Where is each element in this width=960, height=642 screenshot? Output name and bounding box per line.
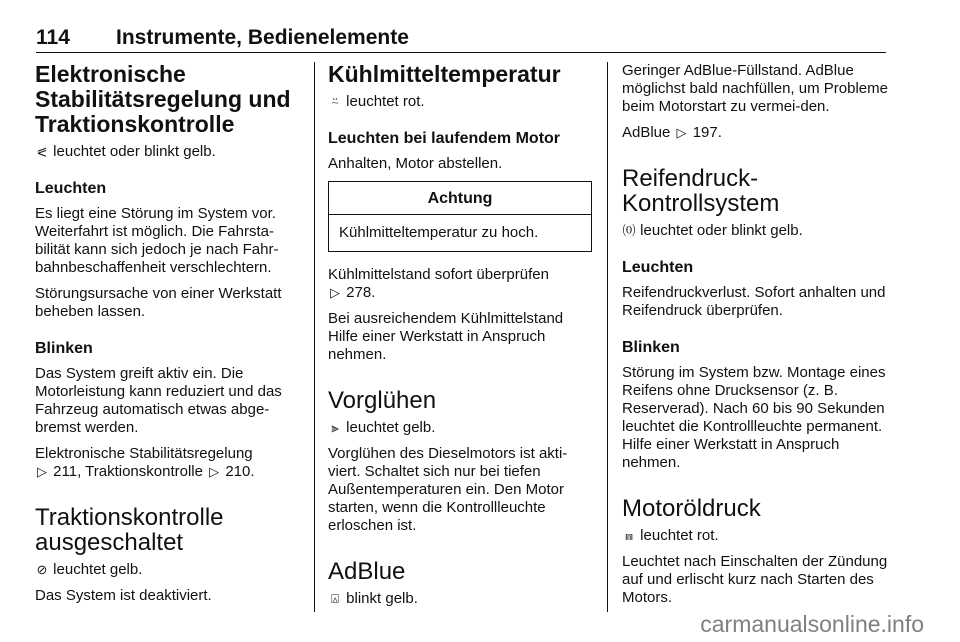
watermark: carmanualsonline.info <box>700 611 924 637</box>
adblue-icon: ⍓ <box>331 591 339 606</box>
column-2 <box>328 62 592 616</box>
column-3 <box>622 62 888 615</box>
column-1 <box>35 62 303 613</box>
column-divider <box>607 62 608 612</box>
glow-title: Vorglühen <box>328 387 437 414</box>
adblue-status: ⍓ blinkt gelb. <box>328 590 592 608</box>
tpms-status: ⒪ leuchtet oder blinkt gelb. <box>622 222 803 239</box>
coolant-text-3: Bei ausreichendem Kühlmittelstand Hilfe einer Werkstatt in Anspruch nehmen. <box>328 310 564 363</box>
oil-title: Motoröldruck <box>622 495 761 522</box>
coolant-text-1: Anhalten, Motor abstellen. <box>328 155 503 172</box>
esp-reference: Elektronische Stabilitätsregelung ▷ 211, Traktionskontrolle ▷ 210. <box>35 445 255 480</box>
esp-status: ⪕ leuchtet oder blinkt gelb. <box>36 143 216 160</box>
warning-box <box>328 181 592 252</box>
adblue-reference: AdBlue ▷ 197. <box>622 124 722 141</box>
header-rule <box>36 52 886 53</box>
warning-text: Kühlmitteltemperatur zu hoch. <box>339 224 539 241</box>
esp-leuchten-heading: Leuchten <box>35 180 107 197</box>
esp-title: Elektronische Stabilitätsregelung und Traktionskontrolle <box>35 61 291 137</box>
page-ref-icon: ▷ <box>37 464 47 479</box>
tc-off-text: Das System ist deaktiviert. <box>35 587 212 604</box>
coolant-title: Kühlmitteltemperatur <box>328 61 561 87</box>
traction-off-icon: ⊘ <box>36 562 48 577</box>
oil-text: Leuchtet nach Einschalten der Zündung auf und erlischt kurz nach Starten des Motors. <box>622 553 888 606</box>
adblue-title: AdBlue <box>328 558 406 585</box>
coolant-status: ⍨ leuchtet rot. <box>328 93 592 111</box>
adblue-text: Geringer AdBlue-Füllstand. AdBlue möglichst bald nachfüllen, um Probleme beim Motorstart zu vermei-den. <box>622 62 888 115</box>
glow-text: Vorglühen des Dieselmotors ist akti-viert. Schaltet sich nur bei tiefen Außentemperaturen ein. Den Motor starten, wenn die Kontrollleuchte erloschen ist. <box>328 445 568 534</box>
page-ref-icon: ▷ <box>209 464 220 479</box>
section-title: Instrumente, Bedienelemente <box>116 26 409 49</box>
coolant-subheading: Leuchten bei laufendem Motor <box>328 130 561 147</box>
page-header <box>36 26 886 50</box>
tpms-leuchten-heading: Leuchten <box>622 259 694 276</box>
page-ref-icon: ▷ <box>330 285 340 300</box>
oil-pressure-icon: ⩎ <box>625 528 633 543</box>
coolant-temp-icon: ⍨ <box>331 94 339 109</box>
tpms-leuchten-text: Reifendruckverlust. Sofort anhalten und Reifendruck überprüfen. <box>622 284 886 319</box>
page-number: 114 <box>36 26 70 49</box>
tc-off-status: ⊘ leuchtet gelb. <box>36 561 143 578</box>
esp-blinken-heading: Blinken <box>35 340 93 357</box>
glow-plug-icon: ⫸ <box>331 420 339 435</box>
tc-off-title: Traktionskontrolle ausgeschaltet <box>35 504 224 556</box>
tpms-blinken-text: Störung im System bzw. Montage eines Reifens ohne Drucksensor (z. B. Reserverad). Nach 60 bis 90 Sekunden leuchtet die Kontrollleuchte permanent. Hilfe einer Werkstatt in Anspruch nehmen. <box>622 364 886 471</box>
glow-status: ⫸ leuchtet gelb. <box>328 419 592 437</box>
oil-status: ⩎ leuchtet rot. <box>622 527 888 545</box>
tpms-blinken-heading: Blinken <box>622 339 680 356</box>
tire-pressure-icon: ⒪ <box>622 223 636 238</box>
esp-blinken-text: Das System greift aktiv ein. Die Motorleistung kann reduziert und das Fahrzeug automatisch etwas abge-bremst werden. <box>35 365 282 436</box>
esp-leuchten-text: Es liegt eine Störung im System vor. Weiterfahrt ist möglich. Die Fahrsta-bilität kann sich jedoch je nach Fahr-bahnbeschaffenheit verschlechtern. <box>35 205 279 276</box>
esp-skid-icon: ⪕ <box>36 144 48 159</box>
esp-workshop-text: Störungsursache von einer Werkstatt beheben lassen. <box>35 285 282 320</box>
coolant-text-2: Kühlmittelstand sofort überprüfen ▷ 278. <box>328 266 549 301</box>
page-ref-icon: ▷ <box>676 125 687 140</box>
column-divider <box>314 62 315 612</box>
tpms-title: Reifendruck-Kontrollsystem <box>622 165 780 217</box>
warning-title: Achtung <box>329 182 591 215</box>
